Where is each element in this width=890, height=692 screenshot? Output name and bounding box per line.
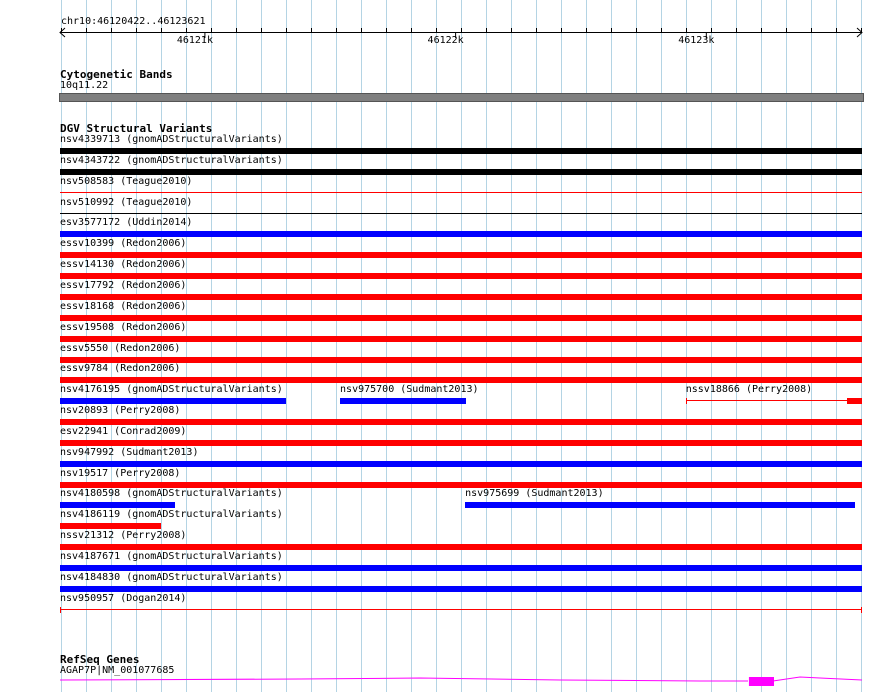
dgv-feature-bar[interactable] [60, 148, 862, 154]
dgv-feature-bar[interactable] [60, 523, 161, 529]
dgv-feature-bar[interactable] [60, 336, 862, 342]
dgv-feature-end-block[interactable] [847, 398, 862, 404]
dgv-feature-bar[interactable] [60, 377, 862, 383]
dgv-feature-label[interactable]: essv18168 (Redon2006) [60, 300, 187, 312]
dgv-feature-label[interactable]: nsv4184830 (gnomADStructuralVariants) [60, 571, 283, 583]
dgv-feature-label[interactable]: nsv4180598 (gnomADStructuralVariants) [60, 488, 283, 500]
dgv-feature-label[interactable]: nsv4343722 (gnomADStructuralVariants) [60, 154, 283, 166]
dgv-feature-label[interactable]: essv9784 (Redon2006) [60, 363, 181, 375]
cytoband-label: 10q11.22 [60, 80, 109, 91]
cytoband-track-title: Cytogenetic Bands [60, 68, 173, 81]
dgv-feature-bar[interactable] [60, 609, 862, 610]
dgv-feature-bar[interactable] [60, 419, 862, 425]
dgv-feature-bar[interactable] [60, 294, 862, 300]
dgv-feature-label[interactable]: nsv4186119 (gnomADStructuralVariants) [60, 509, 283, 521]
dgv-feature-bar[interactable] [60, 231, 862, 237]
dgv-feature-start-tick [686, 398, 687, 404]
dgv-feature-bar[interactable] [60, 482, 862, 488]
refseq-gene-model[interactable] [0, 672, 890, 692]
refseq-gene-label[interactable]: AGAP7P|NM_001077685 [60, 665, 175, 676]
dgv-feature-bar[interactable] [60, 357, 862, 363]
dgv-feature-bar[interactable] [60, 586, 862, 592]
dgv-feature-bar[interactable] [60, 192, 862, 193]
dgv-feature-label[interactable]: nsv508583 (Teague2010) [60, 175, 193, 187]
refseq-gene-intron [60, 677, 862, 681]
dgv-feature-bar[interactable] [60, 252, 862, 258]
dgv-feature-bar[interactable] [60, 440, 862, 446]
dgv-feature-label[interactable]: nsv4339713 (gnomADStructuralVariants) [60, 134, 283, 145]
cytoband-bar[interactable] [59, 93, 864, 102]
dgv-feature-bar[interactable] [60, 398, 286, 404]
dgv-feature-bar[interactable] [60, 461, 862, 467]
dgv-feature-label[interactable]: essv14130 (Redon2006) [60, 259, 187, 271]
dgv-feature-label[interactable]: nsv19517 (Perry2008) [60, 467, 181, 479]
dgv-feature-bar[interactable] [340, 398, 466, 404]
refseq-gene-exon [749, 677, 774, 686]
dgv-feature-label[interactable]: esv22941 (Conrad2009) [60, 425, 187, 437]
dgv-feature-label[interactable]: nsv510992 (Teague2010) [60, 196, 193, 208]
ruler-tick-label: 46123k [678, 35, 715, 46]
dgv-feature-bar[interactable] [60, 565, 862, 571]
dgv-feature-bar[interactable] [465, 502, 855, 508]
dgv-track-title: DGV Structural Variants [60, 122, 213, 135]
dgv-feature-bar[interactable] [60, 213, 862, 214]
dgv-feature-bar[interactable] [686, 400, 862, 401]
dgv-feature-label[interactable]: nsv947992 (Sudmant2013) [60, 446, 199, 458]
dgv-feature-label[interactable]: nssv21312 (Perry2008) [60, 530, 187, 542]
dgv-feature-bar[interactable] [60, 502, 175, 508]
dgv-feature-label[interactable]: nsv975699 (Sudmant2013) [465, 488, 604, 500]
dgv-feature-label[interactable]: nsv20893 (Perry2008) [60, 405, 181, 417]
ruler-tick-label: 46121k [176, 35, 213, 46]
dgv-feature-bar[interactable] [60, 273, 862, 279]
dgv-feature-label[interactable]: essv10399 (Redon2006) [60, 238, 187, 250]
dgv-feature-label[interactable]: nsv4176195 (gnomADStructuralVariants) [60, 384, 283, 396]
dgv-feature-end-tick [60, 607, 61, 613]
dgv-feature-label[interactable]: essv5550 (Redon2006) [60, 342, 181, 354]
dgv-feature-bar[interactable] [60, 169, 862, 175]
dgv-feature-bar[interactable] [60, 315, 862, 321]
dgv-feature-label[interactable]: nsv4187671 (gnomADStructuralVariants) [60, 551, 283, 562]
refseq-track-title: RefSeq Genes [60, 653, 140, 666]
ruler-tick-label: 46122k [427, 35, 464, 46]
ruler-coordinates: chr10:46120422..46123621 [61, 16, 206, 27]
dgv-feature-end-tick [861, 607, 862, 613]
dgv-feature-label[interactable]: esv3577172 (Uddin2014) [60, 217, 193, 229]
dgv-feature-label[interactable]: nsv950957 (Dogan2014) [60, 592, 187, 604]
dgv-feature-bar[interactable] [60, 544, 862, 550]
dgv-feature-label[interactable]: nsv975700 (Sudmant2013) [340, 384, 479, 396]
dgv-feature-label[interactable]: nssv18866 (Perry2008) [685, 384, 813, 396]
dgv-feature-label[interactable]: essv17792 (Redon2006) [60, 279, 187, 291]
dgv-feature-label[interactable]: essv19508 (Redon2006) [60, 321, 187, 333]
